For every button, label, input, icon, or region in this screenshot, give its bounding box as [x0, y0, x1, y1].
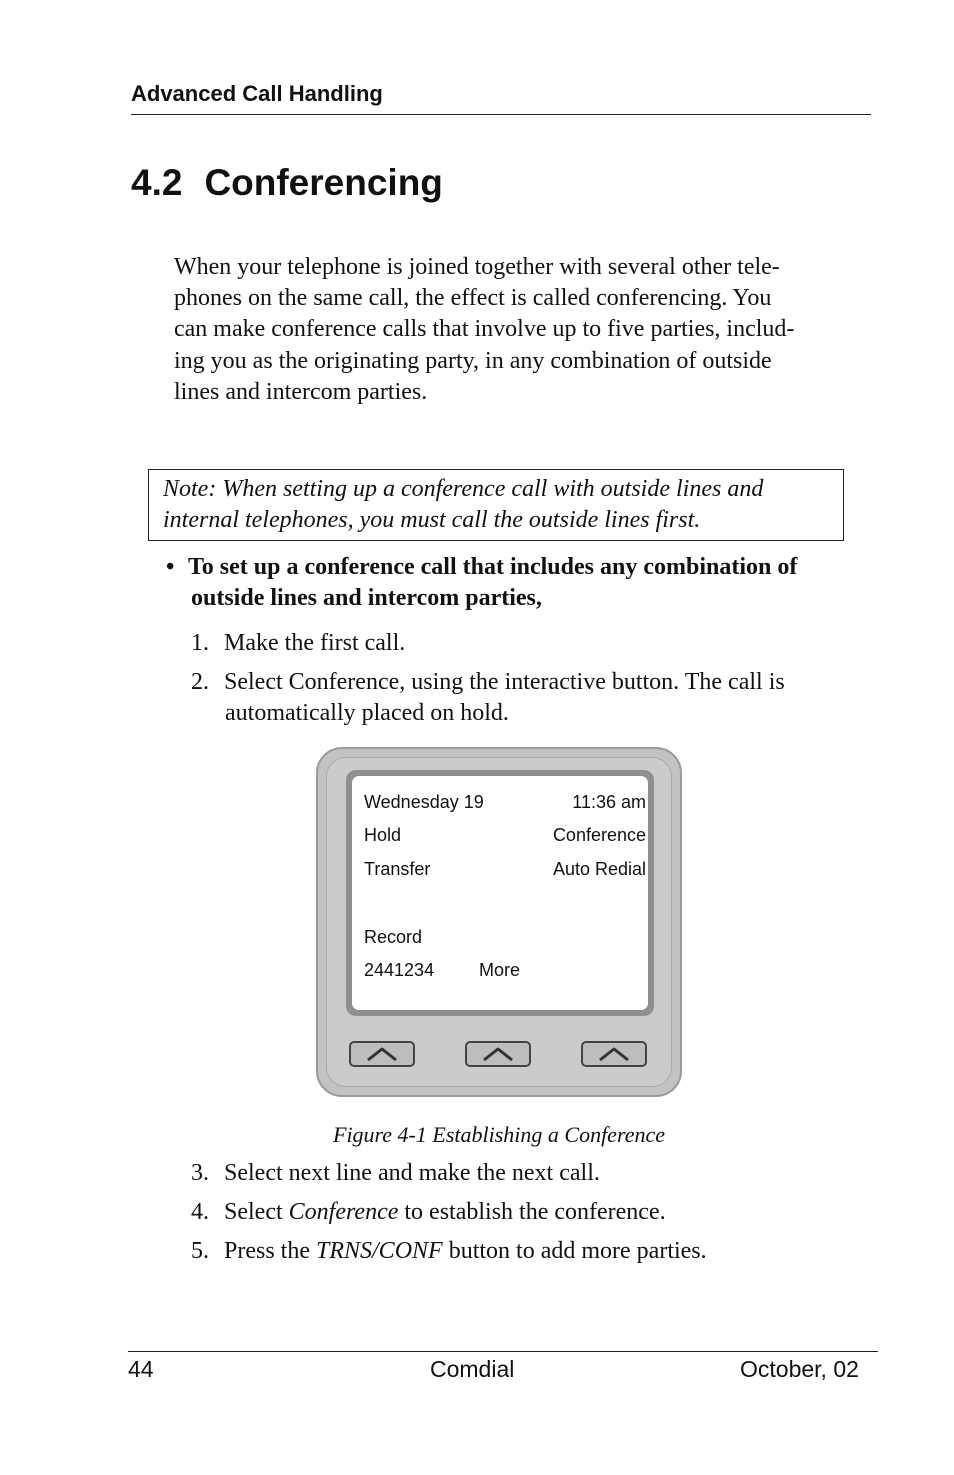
- bullet-symbol: •: [166, 554, 175, 580]
- chevron-up-icon: [351, 1043, 413, 1065]
- intro-paragraph: [174, 252, 874, 408]
- display-transfer-option[interactable]: Transfer: [364, 859, 431, 879]
- section-number: 4.2: [131, 162, 183, 203]
- footer-date: October, 02: [740, 1356, 859, 1382]
- step-number: 3.: [191, 1160, 209, 1186]
- chevron-up-icon: [467, 1043, 529, 1065]
- intro-line: phones on the same call, the effect is called conferencing. You: [174, 285, 772, 312]
- section-title: [131, 162, 443, 204]
- center-softkey-button[interactable]: [465, 1041, 531, 1067]
- display-hold-option[interactable]: Hold: [364, 825, 402, 845]
- intro-line: can make conference calls that involve up to five parties, includ-: [174, 316, 795, 343]
- display-date: Wednesday 19: [364, 792, 484, 812]
- display-extension: 2441234: [364, 960, 435, 980]
- footer-publisher: Comdial: [430, 1356, 515, 1382]
- display-conference-option[interactable]: Conference: [552, 825, 646, 845]
- step-text: Press the TRNS/CONF button to add more parties.: [224, 1238, 707, 1264]
- page-number: 44: [128, 1356, 154, 1382]
- step-number: 1.: [191, 630, 209, 656]
- display-auto-redial-option[interactable]: Auto Redial: [552, 859, 646, 879]
- procedure-heading-line: To set up a conference call that includes any combination of: [188, 554, 798, 580]
- ui-term: TRNS/CONF: [316, 1238, 443, 1264]
- step-text-continued: automatically placed on hold.: [225, 700, 509, 726]
- step-text: Make the first call.: [224, 630, 406, 656]
- header-rule: [131, 114, 871, 115]
- step-text: Select Conference to establish the conference.: [224, 1199, 666, 1225]
- intro-line: ing you as the originating party, in any combination of outside: [174, 347, 772, 374]
- step-number: 2.: [191, 669, 209, 695]
- left-softkey-button[interactable]: [349, 1041, 415, 1067]
- footer-rule: [128, 1351, 878, 1352]
- running-head: Advanced Call Handling: [131, 81, 383, 106]
- intro-line: When your telephone is joined together with several other tele-: [174, 254, 780, 280]
- procedure-heading-line: outside lines and intercom parties,: [191, 585, 542, 611]
- intro-line: lines and intercom parties.: [174, 378, 428, 405]
- figure-caption: Figure 4-1 Establishing a Conference: [333, 1122, 665, 1147]
- chevron-up-icon: [583, 1043, 645, 1065]
- step-number: 5.: [191, 1238, 209, 1264]
- step-text: Select Conference, using the interactive button. The call is: [224, 669, 785, 695]
- display-time: 11:36 am: [572, 792, 646, 812]
- right-softkey-button[interactable]: [581, 1041, 647, 1067]
- section-title-text: Conferencing: [204, 162, 443, 203]
- note-line: Note: When setting up a conference call with outside lines and: [163, 476, 764, 502]
- display-record-option[interactable]: Record: [364, 927, 423, 947]
- note-text: [163, 474, 763, 536]
- display-more-option[interactable]: More: [479, 960, 521, 980]
- step-text: Select next line and make the next call.: [224, 1160, 600, 1186]
- ui-term: Conference: [288, 1199, 399, 1225]
- step-number: 4.: [191, 1199, 209, 1225]
- note-line: internal telephones, you must call the outside lines first.: [163, 507, 701, 533]
